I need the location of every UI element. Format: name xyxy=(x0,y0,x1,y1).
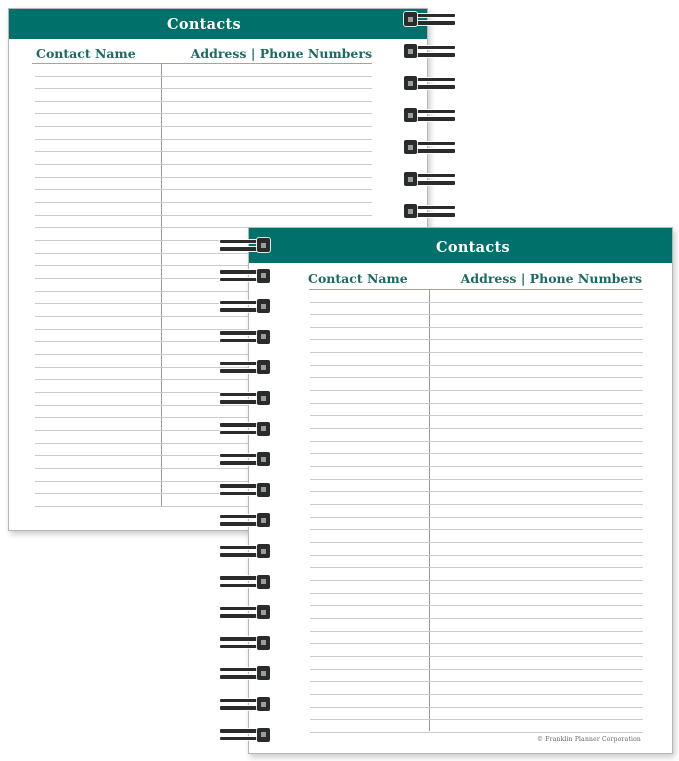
ruled-line xyxy=(310,694,643,695)
front-contacts-page xyxy=(248,227,673,754)
ruled-line xyxy=(310,491,643,492)
ruled-line xyxy=(35,151,372,152)
ruled-line xyxy=(35,88,372,89)
ruled-lines-area xyxy=(249,228,672,753)
ruled-line xyxy=(310,415,643,416)
ruled-line xyxy=(35,177,372,178)
ruled-line xyxy=(310,669,643,670)
ruled-line xyxy=(310,631,643,632)
ruled-line xyxy=(310,719,643,720)
ruled-line xyxy=(310,441,643,442)
ruled-line xyxy=(310,479,643,480)
ruled-line xyxy=(35,202,372,203)
ruled-line xyxy=(310,466,643,467)
ruled-line xyxy=(310,567,643,568)
ruled-line xyxy=(310,656,643,657)
ruled-line xyxy=(35,126,372,127)
ruled-line xyxy=(310,314,643,315)
ruled-line xyxy=(310,352,643,353)
ruled-line xyxy=(310,593,643,594)
ruled-line xyxy=(310,732,643,733)
ruled-line xyxy=(310,377,643,378)
ruled-line xyxy=(310,517,643,518)
ruled-line xyxy=(35,215,372,216)
ruled-line xyxy=(310,403,643,404)
ruled-line xyxy=(310,339,643,340)
ruled-line xyxy=(310,707,643,708)
ruled-line xyxy=(310,504,643,505)
ruled-line xyxy=(310,327,643,328)
ruled-line xyxy=(310,681,643,682)
address-phone-column-label: Address | Phone Numbers xyxy=(190,46,372,61)
ruled-line xyxy=(310,618,643,619)
ruled-line xyxy=(35,189,372,190)
address-phone-column-label: Address | Phone Numbers xyxy=(460,271,642,286)
ruled-line xyxy=(35,164,372,165)
page-title: Contacts xyxy=(167,15,241,33)
ruled-line xyxy=(35,113,372,114)
ruled-line xyxy=(310,580,643,581)
ruled-line xyxy=(310,555,643,556)
ruled-line xyxy=(310,542,643,543)
ruled-line xyxy=(35,76,372,77)
ruled-line xyxy=(310,643,643,644)
ruled-line xyxy=(310,453,643,454)
ruled-line xyxy=(35,139,372,140)
ruled-line xyxy=(35,101,372,102)
copyright-text: © Franklin Planner Corporation xyxy=(537,736,641,743)
ruled-line xyxy=(310,302,643,303)
page-title: Contacts xyxy=(436,239,510,256)
contact-name-column-label: Contact Name xyxy=(36,46,136,61)
ruled-line xyxy=(310,365,643,366)
ruled-line xyxy=(310,529,643,530)
ruled-line xyxy=(310,428,643,429)
ruled-line xyxy=(310,605,643,606)
contact-name-column-label: Contact Name xyxy=(308,271,408,286)
ruled-line xyxy=(310,390,643,391)
